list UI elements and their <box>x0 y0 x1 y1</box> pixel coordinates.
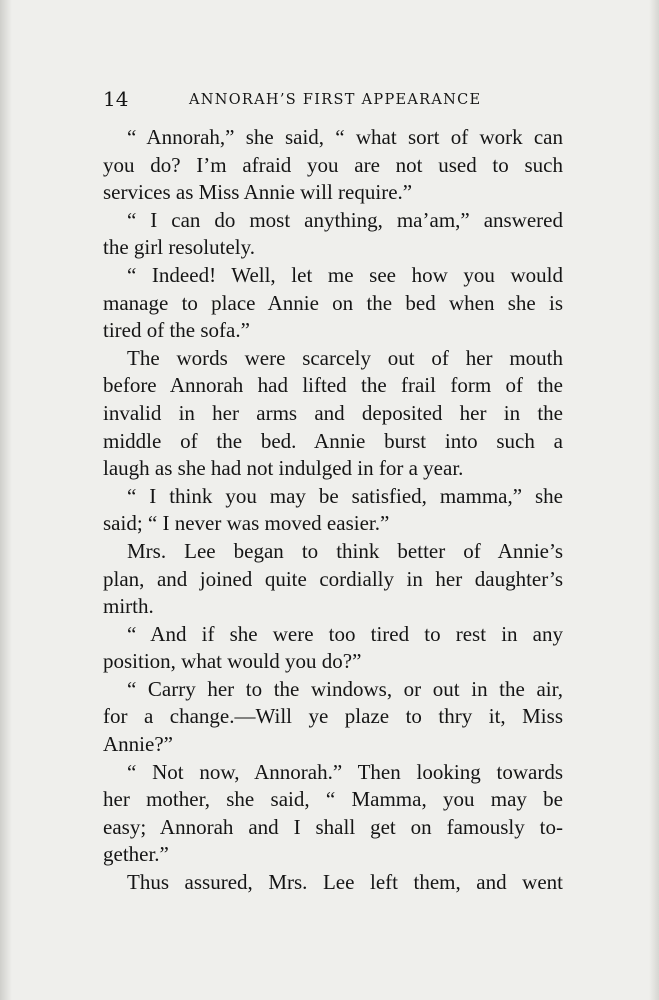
text-line: “ I can do most anything, ma’am,” answered <box>127 207 563 232</box>
text-line: tired of the sofa.” <box>103 318 250 343</box>
text-line: services as Miss Annie will require.” <box>103 180 413 205</box>
text-line: laugh as she had not indulged in for a year. <box>103 456 464 481</box>
text-line: Thus assured, Mrs. Lee left them, and went <box>127 870 563 895</box>
text-line: for a change.—Will ye plaze to thry it, Miss <box>103 704 563 729</box>
text-line: “ Indeed! Well, let me see how you would <box>127 262 563 287</box>
text-line: manage to place Annie on the bed when she is <box>103 290 563 315</box>
text-line: The words were scarcely out of her mouth <box>127 345 563 370</box>
page-number: 14 <box>103 87 129 111</box>
running-title: ANNORAH’S FIRST APPEARANCE <box>189 92 482 108</box>
text-line: “ Annorah,” she said, “ what sort of work can <box>127 125 563 149</box>
text-line: Annie?” <box>103 732 173 757</box>
text-line: easy; Annorah and I shall get on famously to- <box>103 814 563 839</box>
text-line: her mother, she said, “ Mamma, you may be <box>103 787 563 812</box>
text-line: you do? I’m afraid you are not used to such <box>103 152 563 177</box>
text-line: “ Not now, Annorah.” Then looking towards <box>127 759 563 784</box>
text-line: “ And if she were too tired to rest in any <box>127 621 563 646</box>
text-line: position, what would you do?” <box>103 649 362 674</box>
text-line: plan, and joined quite cordially in her daughter’s <box>103 566 563 591</box>
text-line: the girl resolutely. <box>103 235 256 260</box>
text-line: “ I think you may be satisfied, mamma,” she <box>127 483 563 508</box>
body-text <box>103 124 563 897</box>
running-head <box>103 86 563 112</box>
text-line: said; “ I never was moved easier.” <box>103 511 390 536</box>
text-line: invalid in her arms and deposited her in the <box>103 400 563 425</box>
text-line: before Annorah had lifted the frail form of the <box>103 373 563 398</box>
text-line: mirth. <box>103 594 154 619</box>
text-line: Mrs. Lee began to think better of Annie’s <box>127 538 563 563</box>
text-line: middle of the bed. Annie burst into such a <box>103 428 563 453</box>
text-line: gether.” <box>103 842 169 867</box>
text-line: “ Carry her to the windows, or out in the air, <box>127 676 563 701</box>
